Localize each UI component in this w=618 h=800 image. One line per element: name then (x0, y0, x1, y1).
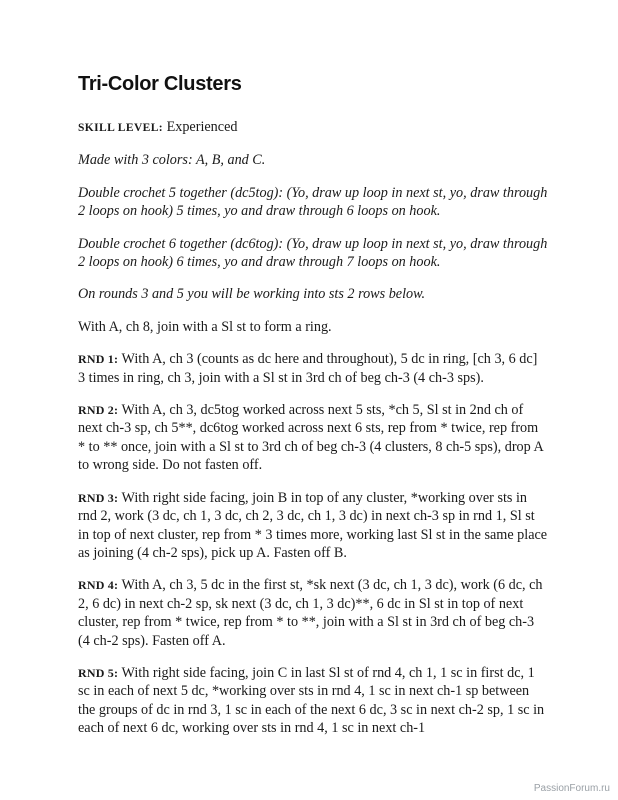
round-label: RND 2: (78, 403, 119, 418)
round-label: RND 3: (78, 490, 119, 505)
round-3 (78, 489, 548, 563)
round-2 (78, 401, 548, 475)
dc5tog-definition: Double crochet 5 together (dc5tog): (Yo, draw up loop in next st, yo, draw through 2 loops on hook) 5 times, yo and draw through 6 loops on hook. (78, 184, 548, 220)
round-text: With A, ch 3 (counts as dc here and throughout), 5 dc in ring, [ch 3, 6 dc] 3 times in ring, ch 3, join with a Sl st in 3rd ch of beg ch-3 (4 ch-3 sps). (78, 351, 538, 386)
round-label: RND 1: (78, 352, 119, 367)
skill-level (78, 118, 548, 137)
foundation-ring: With A, ch 8, join with a Sl st to form a ring. (78, 318, 332, 335)
colors-note: Made with 3 colors: A, B, and C. (78, 152, 266, 169)
page-title: Tri-Color Clusters (78, 73, 242, 95)
skill-level-label: SKILL LEVEL: (78, 122, 164, 134)
round-text: With A, ch 3, 5 dc in the first st, *sk next (3 dc, ch 1, 3 dc), work (6 dc, ch 2, 6 dc) in next ch-2 sp, sk next (3 dc, ch 1, 3 dc)**, 6 dc in Sl st in top of next cluster, rep from * twice, rep from * to **, join with a Sl st in 3rd ch of beg ch-3 (4 ch-2 sps). Fasten off A. (78, 577, 543, 649)
rounds-note: On rounds 3 and 5 you will be working into sts 2 rows below. (78, 286, 426, 303)
round-4 (78, 576, 548, 650)
round-label: RND 5: (78, 665, 119, 680)
round-5 (78, 664, 548, 738)
skill-level-value: Experienced (166, 119, 238, 135)
round-text: With A, ch 3, dc5tog worked across next 5 sts, *ch 5, Sl st in 2nd ch of next ch-3 sp, ch 5**, dc6tog worked across next 6 sts, rep from * twice, rep from * to ** once, join with a Sl st to 3rd ch of beg ch-3 (4 clusters, 8 ch-5 sps), drop A to wrong side. Do not fasten off. (78, 402, 543, 474)
dc6tog-definition: Double crochet 6 together (dc6tog): (Yo, draw up loop in next st, yo, draw through 2 loops on hook) 6 times, yo and draw through 7 loops on hook. (78, 235, 548, 271)
site-watermark: PassionForum.ru (533, 783, 610, 794)
round-1 (78, 350, 548, 387)
round-label: RND 4: (78, 578, 119, 593)
round-text: With right side facing, join B in top of any cluster, *working over sts in rnd 2, work (3 dc, ch 1, 3 dc, ch 2, 3 dc, ch 1, 3 dc) in next ch-3 sp in rnd 1, Sl st in top of next cluster, rep from * 3 times more, working last Sl st in the same place as joining (4 ch-2 sps), pick up A. Fasten off B. (78, 489, 548, 561)
round-text: With right side facing, join C in last Sl st of rnd 4, ch 1, 1 sc in first dc, 1 sc in each of next 5 dc, *working over sts in rnd 4, 1 sc in next ch-1 sp between the groups of dc in rnd 3, 1 sc in each of the next 6 dc, 3 sc in next ch-2 sp, 1 sc in each of next 6 dc, working over sts in rnd 4, 1 sc in next ch-1 (78, 664, 545, 737)
pattern-body (78, 118, 548, 752)
